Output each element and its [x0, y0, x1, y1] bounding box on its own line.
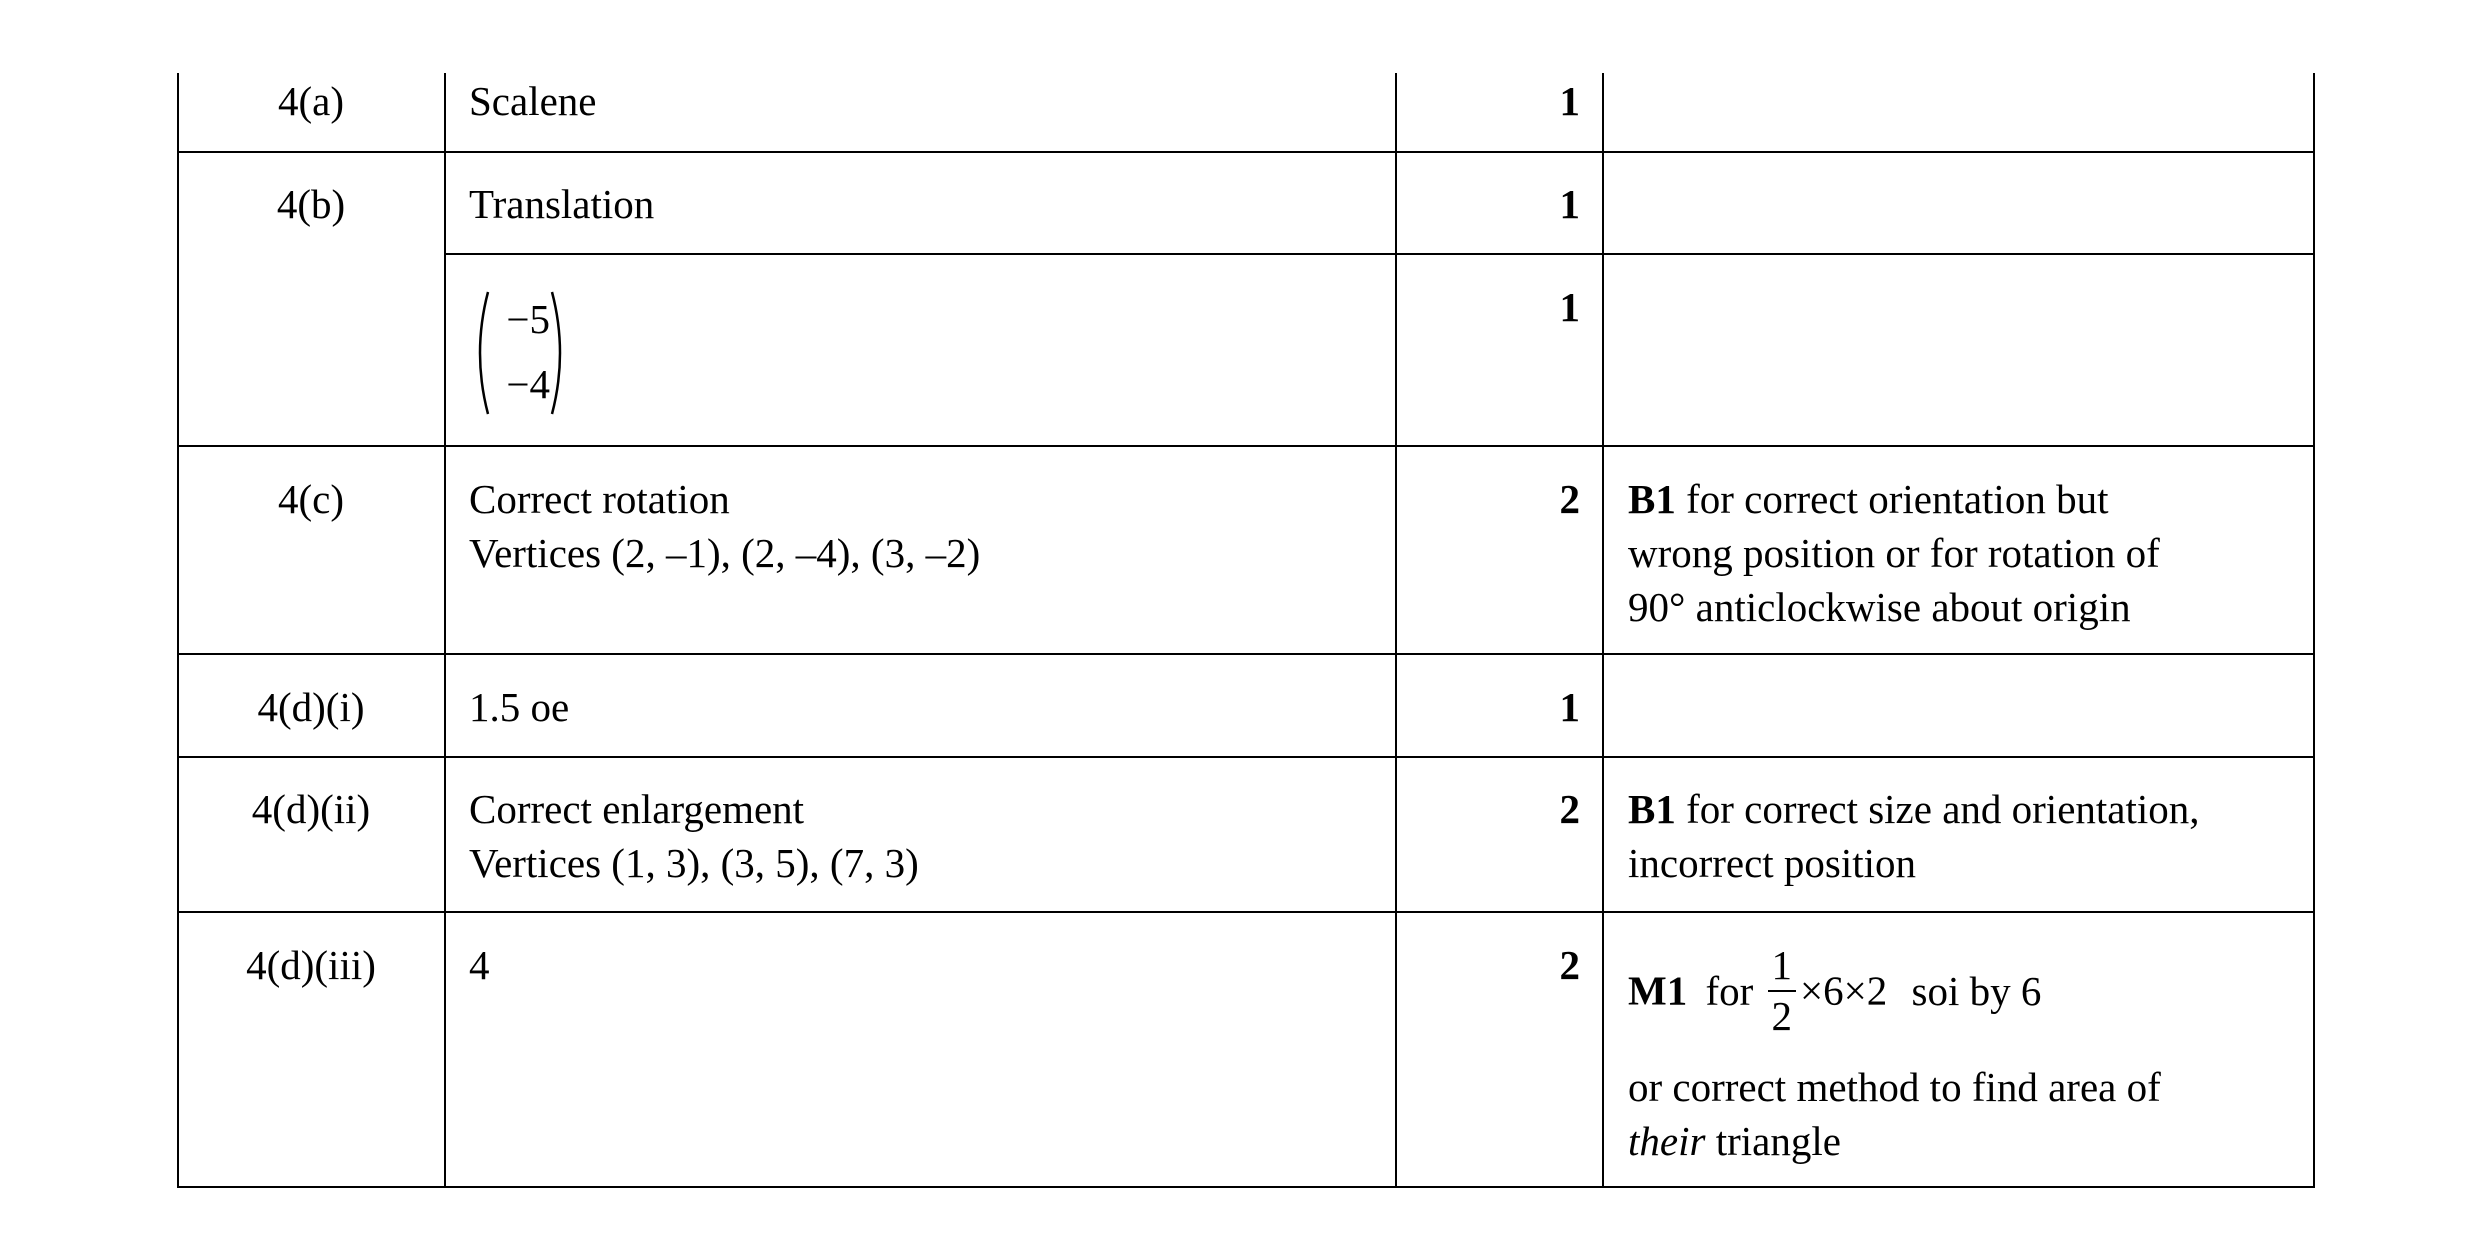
marks: 1: [1559, 284, 1580, 330]
guidance-formula: [1628, 942, 2042, 1039]
row-divider: [444, 253, 2315, 255]
question-number: 4(c): [277, 476, 344, 522]
row-divider: [177, 445, 2315, 447]
guidance-mark-code: M1: [1628, 967, 1688, 1014]
guidance-word: for: [1705, 967, 1754, 1014]
fraction: [1768, 942, 1797, 1039]
answer-text: 4: [469, 942, 490, 988]
row-divider: [177, 151, 2315, 153]
question-number: 4(b): [276, 181, 346, 227]
question-number: 4(d)(i): [257, 684, 365, 730]
guidance-soi: soi by 6: [1911, 967, 2042, 1014]
answer-text: Scalene: [469, 78, 597, 124]
marks: 2: [1559, 786, 1580, 832]
marks: 2: [1559, 476, 1580, 522]
answer-text: Vertices (1, 3), (3, 5), (7, 3): [469, 840, 919, 886]
marks: 1: [1559, 181, 1580, 227]
guidance-line: wrong position or for rotation of: [1628, 530, 2160, 576]
column-divider: [1602, 73, 1604, 1187]
fraction-numerator: 1: [1768, 945, 1797, 992]
guidance-mark-code: B1: [1628, 476, 1676, 522]
vector-bottom: −4: [506, 361, 550, 407]
marks: 2: [1559, 942, 1580, 988]
guidance-text: [1628, 782, 2200, 836]
column-divider: [1395, 73, 1397, 1187]
row-divider: [177, 911, 2315, 913]
answer-text: Correct enlargement: [469, 786, 805, 832]
table-border-bottom: [177, 1186, 2315, 1188]
fraction-denominator: 2: [1771, 993, 1793, 1039]
guidance-line: incorrect position: [1628, 840, 1917, 886]
guidance-line: [1628, 1114, 1841, 1168]
guidance-line: for correct size and orientation,: [1675, 786, 2200, 832]
answer-text: 1.5 oe: [469, 684, 570, 730]
question-number: 4(a): [277, 78, 344, 124]
guidance-line: or correct method to find area of: [1628, 1064, 2161, 1110]
answer-text: Correct rotation: [469, 476, 730, 522]
question-number: 4(d)(iii): [246, 942, 376, 988]
guidance-line-end: triangle: [1705, 1118, 1841, 1164]
vector-top: −5: [506, 296, 550, 342]
table-border-right: [2313, 73, 2315, 1187]
guidance-line: for correct orientation but: [1675, 476, 2109, 522]
row-divider: [177, 756, 2315, 758]
marks: 1: [1559, 684, 1580, 730]
guidance-line: 90° anticlockwise about origin: [1628, 584, 2131, 630]
question-number: 4(d)(ii): [251, 786, 371, 832]
row-divider: [177, 653, 2315, 655]
table-border-left: [177, 73, 179, 1187]
column-vector: [470, 288, 570, 418]
column-divider: [444, 73, 446, 1187]
guidance-text: [1628, 472, 2108, 526]
guidance-mark-code: B1: [1628, 786, 1676, 832]
answer-text: Vertices (2, –1), (2, –4), (3, –2): [469, 530, 981, 576]
answer-text: Translation: [469, 181, 655, 227]
guidance-expression: ×6×2: [1800, 967, 1888, 1014]
guidance-italic-word: their: [1628, 1118, 1706, 1164]
marks: 1: [1559, 78, 1580, 124]
